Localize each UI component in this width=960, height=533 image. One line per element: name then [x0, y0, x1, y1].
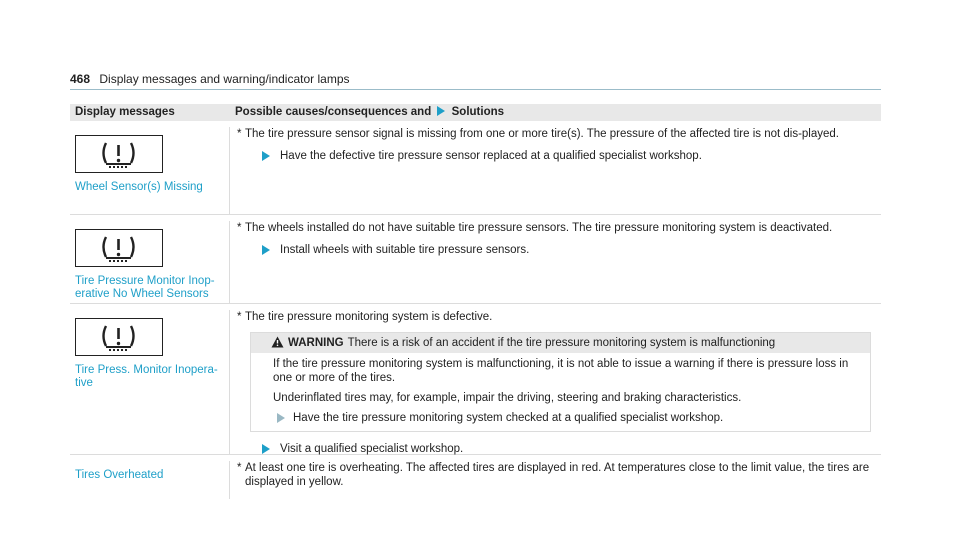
- cause-cell: [235, 461, 881, 489]
- cause-description: The wheels installed do not have suitable tire pressure sensors. The tire pressure monitoring system is deactivated.: [245, 222, 833, 234]
- cause-text: * The tire pressure monitoring system is defective.: [237, 311, 493, 323]
- cause-cell: [235, 310, 881, 456]
- warning-text: Underinflated tires may, for example, impair the driving, steering and braking characteristics.: [273, 392, 742, 404]
- arrow-icon: [262, 245, 270, 255]
- arrow-icon: [262, 444, 270, 454]
- message-cell: [70, 221, 230, 303]
- tire-pressure-warning-icon: [75, 135, 163, 173]
- column-header-messages: Display messages: [75, 106, 175, 118]
- column-header-causes-text: Possible causes/consequences and: [235, 106, 432, 118]
- solution: [235, 149, 871, 163]
- warning-body: [251, 353, 870, 431]
- arrow-icon: [437, 106, 445, 116]
- display-message: Tire Pressure Monitor Inop-erative No Wheel Sensors: [75, 275, 215, 300]
- warning-header: [251, 333, 870, 353]
- cause-text: * The tire pressure sensor signal is missing from one or more tire(s). The pressure of the affected tire is not dis-played.: [237, 128, 839, 140]
- tire-pressure-warning-icon: [75, 318, 163, 356]
- cause-text: * At least one tire is overheating. The affected tires are displayed in red. At temperatures close to the limit value, the tires are displayed in yellow.: [237, 462, 870, 488]
- display-message: Wheel Sensor(s) Missing: [75, 181, 203, 193]
- column-header-causes: [235, 106, 504, 118]
- header-divider: [70, 89, 881, 90]
- table-row: [70, 127, 881, 215]
- cause-cell: [235, 221, 881, 257]
- tire-pressure-warning-icon: [75, 229, 163, 267]
- warning-solution: [273, 411, 862, 425]
- solution-text: Install wheels with suitable tire pressure sensors.: [280, 244, 530, 256]
- arrow-icon: [277, 413, 285, 423]
- solution-text: Visit a qualified specialist workshop.: [280, 443, 464, 455]
- page-number: 468: [70, 72, 91, 86]
- message-cell: [70, 127, 230, 214]
- cause-description: At least one tire is overheating. The affected tires are displayed in red. At temperatures close to the limit value, the tires are displayed in yellow.: [245, 462, 870, 488]
- warning-label: WARNING: [288, 337, 344, 349]
- cause-cell: [235, 127, 881, 163]
- warning-title: There is a risk of an accident if the tire pressure monitoring system is malfunctioning: [347, 337, 776, 349]
- page-title: Display messages and warning/indicator lamps: [99, 72, 350, 86]
- table-header: [70, 104, 881, 121]
- cause-description: The tire pressure monitoring system is defective.: [245, 311, 493, 323]
- message-cell: [70, 461, 230, 499]
- table-row: [70, 221, 881, 304]
- solution: [235, 243, 871, 257]
- solution: [235, 442, 871, 456]
- solution-text: Have the defective tire pressure sensor replaced at a qualified specialist workshop.: [280, 150, 702, 162]
- warning-text: If the tire pressure monitoring system is malfunctioning, it is not able to issue a warning if there is pressure loss in one or more of the tires.: [273, 358, 849, 384]
- cause-description: The tire pressure sensor signal is missing from one or more tire(s). The pressure of the affected tire is not dis-played.: [245, 128, 839, 140]
- display-message: Tires Overheated: [75, 469, 164, 481]
- warning-solution-text: Have the tire pressure monitoring system checked at a qualified specialist workshop.: [293, 412, 724, 424]
- warning-triangle-icon: [271, 336, 284, 352]
- cause-text: * The wheels installed do not have suitable tire pressure sensors. The tire pressure monitoring system is deactivated.: [237, 222, 833, 234]
- warning-box: [250, 332, 871, 432]
- table-row: [70, 310, 881, 455]
- page-header: [70, 72, 350, 86]
- messages-table: [70, 104, 881, 499]
- column-header-solutions-text: Solutions: [451, 106, 505, 118]
- table-row: [70, 461, 881, 499]
- arrow-icon: [262, 151, 270, 161]
- display-message: Tire Press. Monitor Inopera-tive: [75, 364, 218, 389]
- message-cell: [70, 310, 230, 454]
